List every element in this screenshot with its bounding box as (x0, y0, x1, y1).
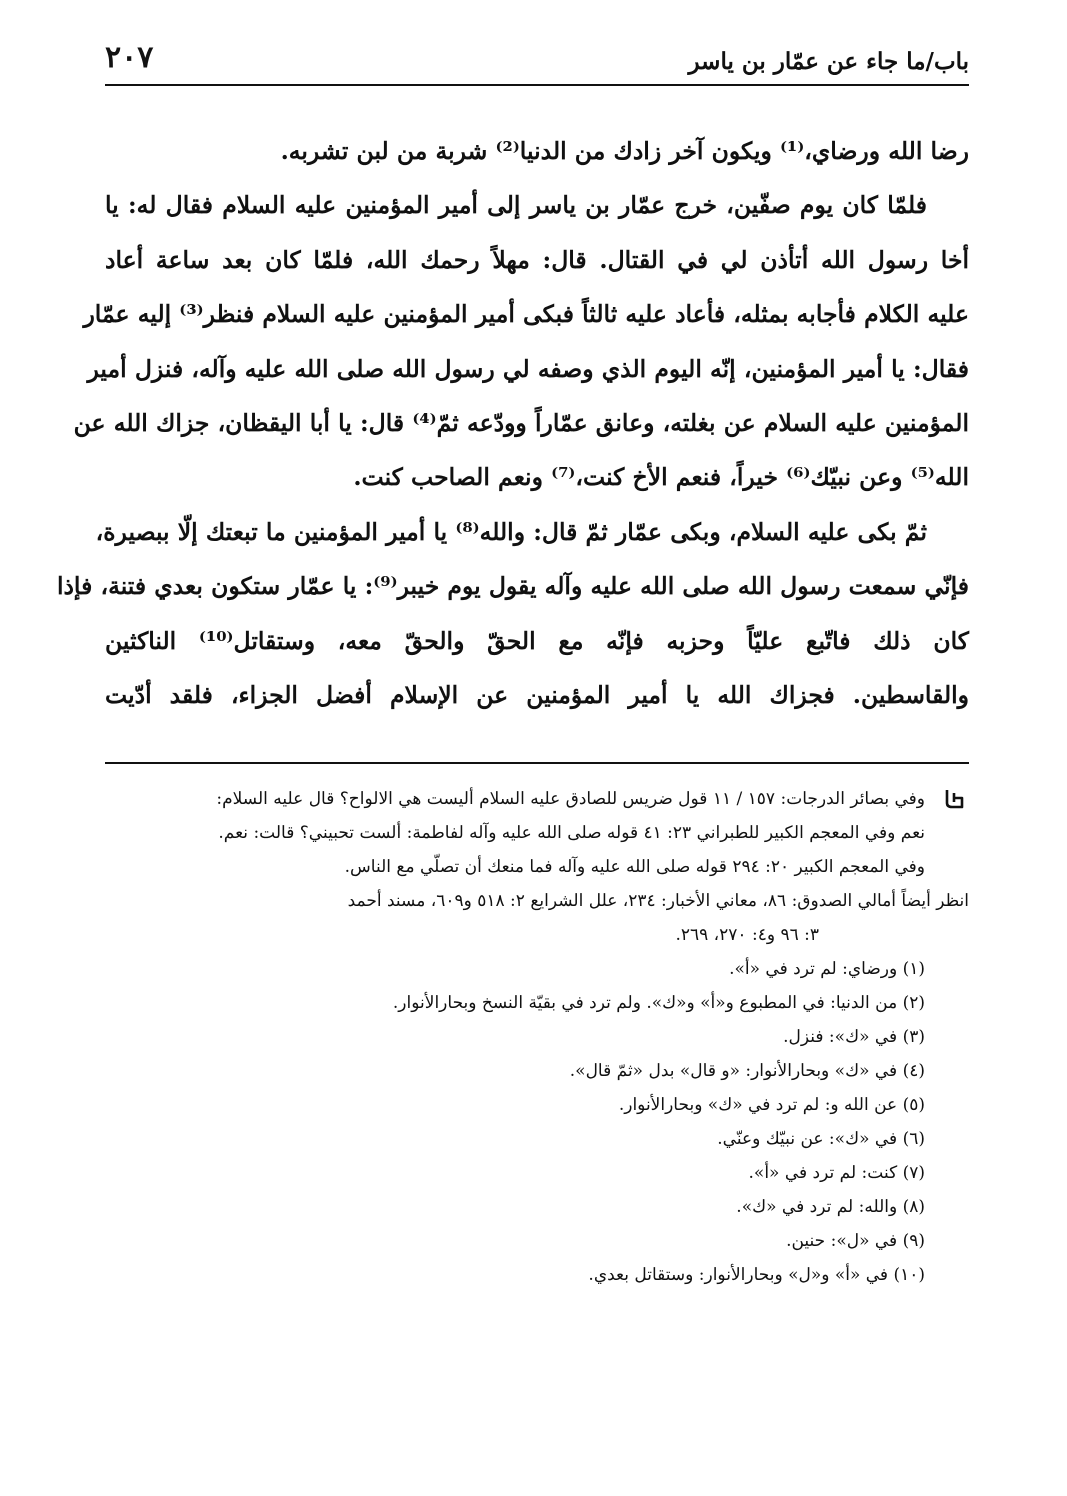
footnote-text: وفي بصائر الدرجات: ١٥٧ / ١١ قول ضريس للصادق عليه السلام أليست هي الالواح؟ قال عليه السلام: (216, 789, 925, 809)
footnote-continuation-line (105, 782, 969, 816)
footnote-item: (٥) عن الله و: لم ترد في «ك» وبحارالأنوار. (618, 1095, 925, 1115)
footnote-item: (٦) في «ك»: عن نبيّك وعنّي. (717, 1129, 925, 1149)
reference-mark-icon (943, 788, 967, 810)
footnote-item: (١) ورضاي: لم ترد في «أ». (729, 959, 925, 979)
header-divider (105, 84, 969, 86)
body-line: رضا الله ورضاي،⁽¹⁾ ويكون آخر زادك من الدنيا⁽²⁾ شربة من لبن تشربه. (280, 137, 969, 165)
footnote-item: (٤) في «ك» وبحارالأنوار: «و قال» بدل «ثمّ قال». (569, 1061, 925, 1081)
body-line: كان ذلك فاتّبع عليّاً وحزبه فإنّه مع الحقّ والحقّ معه، وستقاتل⁽¹⁰⁾ الناكثين (105, 626, 969, 655)
footnote-item: (١٠) في «أ» و«ل» وبحارالأنوار: وستقاتل بعدي. (588, 1265, 925, 1285)
footnote-continuation-line: ٣: ٩٦ و٤: ٢٧٠، ٢٦٩. (675, 925, 819, 945)
footnote-continuation-line: وفي المعجم الكبير ٢٠: ٢٩٤ قوله صلى الله عليه وآله فما منعك أن تصلّي مع الناس. (344, 857, 925, 877)
body-line: المؤمنين عليه السلام عن بغلته، وعانق عمّاراً وودّعه ثمّ⁽⁴⁾ قال: يا أبا اليقظان، جزاك الله عن (73, 408, 969, 437)
footnote-continuation-line: نعم وفي المعجم الكبير للطبراني ٢٣: ٤١ قوله صلى الله عليه وآله لفاطمة: ألست تحبيني؟ قالت: نعم. (218, 823, 925, 843)
footnote-item: (٨) والله: لم ترد في «ك». (736, 1197, 925, 1217)
body-line: والقاسطين. فجزاك الله يا أمير المؤمنين عن الإسلام أفضل الجزاء، فلقد أدّيت (105, 680, 969, 709)
footnote-item: (٢) من الدنيا: في المطبوع و«أ» و«ك». ولم ترد في بقيّة النسخ وبحارالأنوار. (392, 993, 925, 1013)
footnote-item: (٧) كنت: لم ترد في «أ». (748, 1163, 925, 1183)
footnotes (105, 782, 969, 1292)
footnote-divider (105, 762, 969, 764)
body-line: ثمّ بكى عليه السلام، وبكى عمّار ثمّ قال: والله⁽⁸⁾ يا أمير المؤمنين ما تبعتك إلّا ببصيرة، (95, 517, 927, 546)
page-number: ٢٠٧ (105, 40, 154, 75)
footnote-item: (٩) في «ل»: حنين. (786, 1231, 925, 1251)
body-line: فلمّا كان يوم صفّين، خرج عمّار بن ياسر إلى أمير المؤمنين عليه السلام فقال له: يا (105, 191, 927, 220)
chapter-title: باب/ما جاء عن عمّار بن ياسر (688, 48, 969, 75)
body-line: عليه الكلام فأجابه بمثله، فأعاد عليه ثالثاً فبكى أمير المؤمنين عليه السلام فنظر⁽³⁾ إليه عمّار (83, 300, 969, 329)
body-line: فقال: يا أمير المؤمنين، إنّه اليوم الذي وصفه لي رسول الله صلى الله عليه وآله، فنزل أمير (87, 354, 969, 383)
footnote-continuation-line: انظر أيضاً أمالي الصدوق: ٨٦، معاني الأخبار: ٢٣٤، علل الشرايع ٢: ٥١٨ و٦٠٩، مسند أحمد (347, 891, 969, 911)
body-line: أخا رسول الله أتأذن لي في القتال. قال: مهلاً رحمك الله، فلمّا كان بعد ساعة أعاد (105, 245, 969, 274)
main-text (56, 124, 969, 722)
footnote-item: (٣) في «ك»: فنزل. (783, 1027, 925, 1047)
body-line: الله⁽⁵⁾ وعن نبيّك⁽⁶⁾ خيراً، فنعم الأخ كنت،⁽⁷⁾ ونعم الصاحب كنت. (353, 463, 969, 492)
running-header (105, 40, 969, 80)
body-line: فإنّي سمعت رسول الله صلى الله عليه وآله يقول يوم خيبر⁽⁹⁾: يا عمّار ستكون بعدي فتنة، فإذا (56, 572, 969, 601)
